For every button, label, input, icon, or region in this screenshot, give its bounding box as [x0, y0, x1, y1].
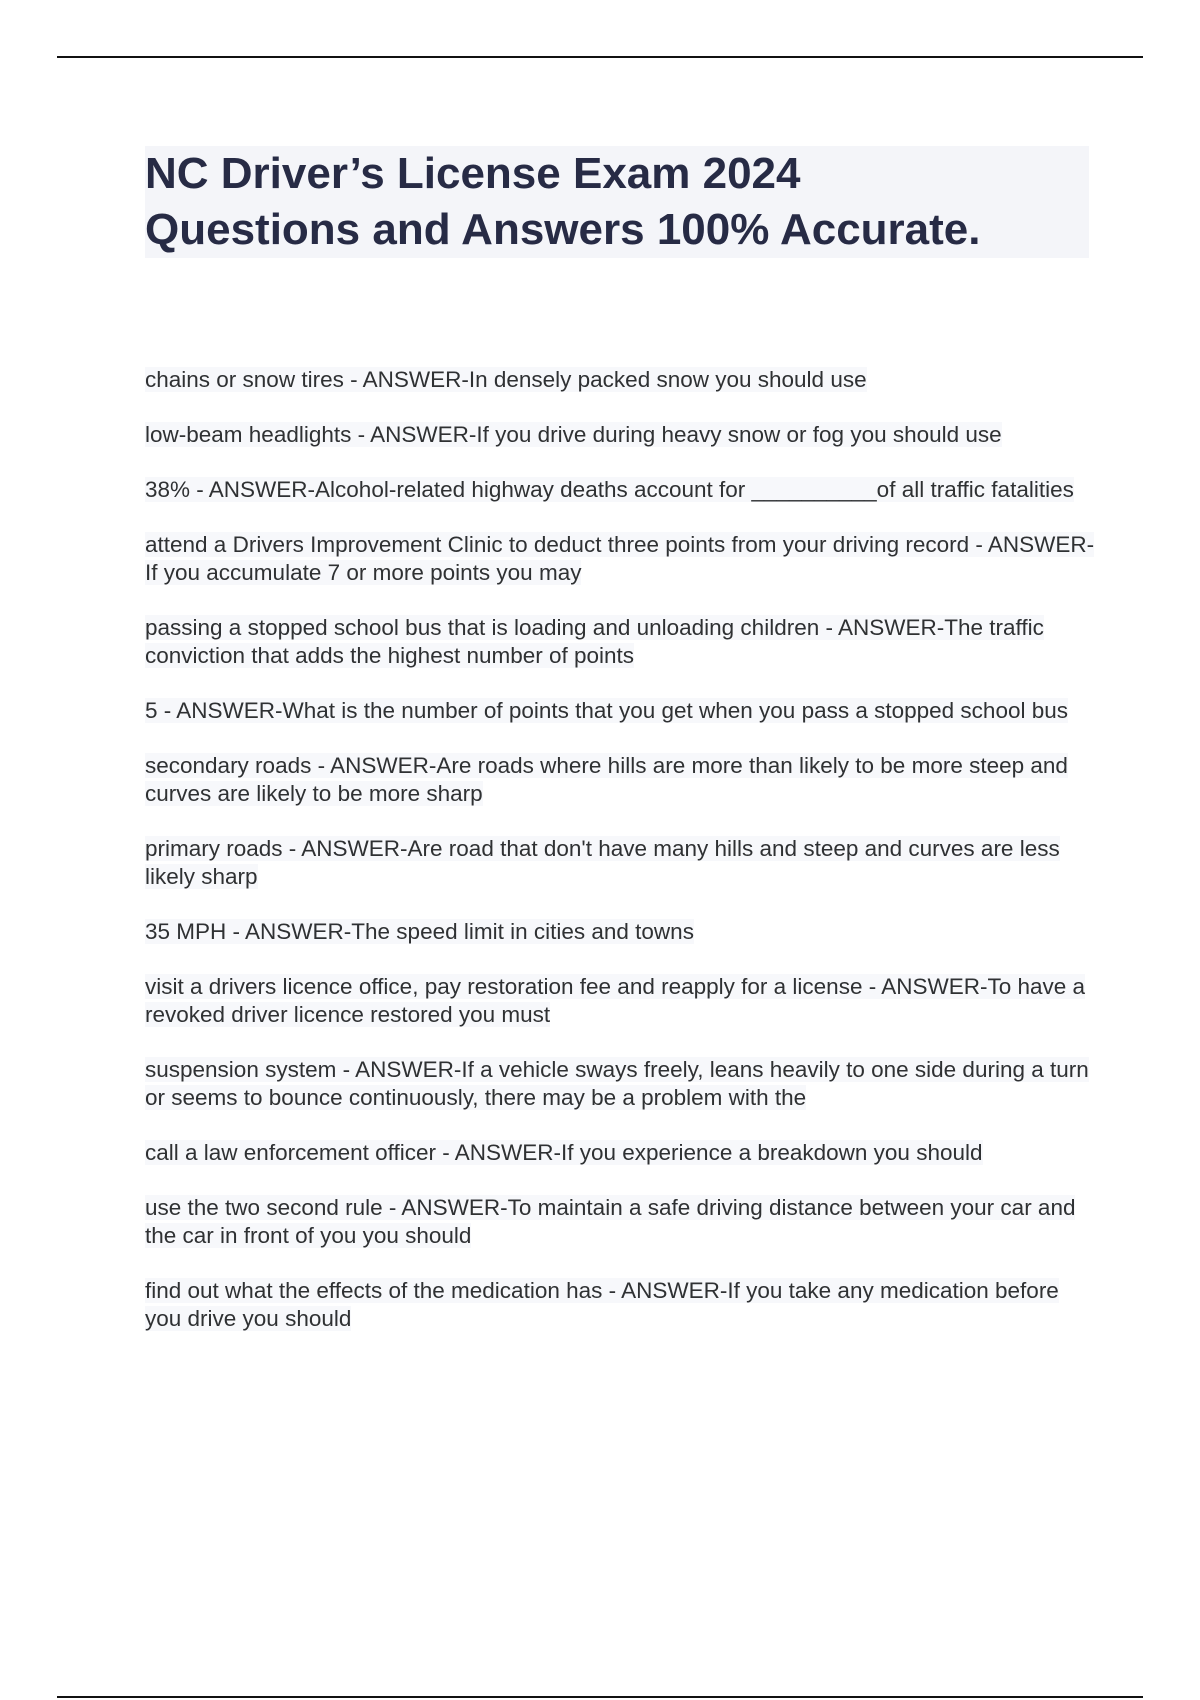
qa-entry: [145, 366, 1095, 394]
qa-entry: [145, 421, 1095, 449]
qa-entry-text: chains or snow tires - ANSWER-In densely packed snow you should use: [145, 367, 867, 392]
qa-entry-text: passing a stopped school bus that is loading and unloading children - ANSWER-The traffic conviction that adds the highest number of points: [145, 615, 1044, 668]
qa-entry: [145, 1277, 1095, 1333]
qa-entry: [145, 835, 1095, 891]
qa-entry-text: attend a Drivers Improvement Clinic to deduct three points from your driving record - ANSWER-If you accumulate 7 or more points you may: [145, 532, 1095, 585]
bottom-divider: [57, 1696, 1143, 1698]
qa-entry: [145, 1056, 1095, 1112]
qa-entry: [145, 1194, 1095, 1250]
title-line-2: Questions and Answers 100% Accurate.: [145, 205, 981, 254]
qa-entry-text: 38% - ANSWER-Alcohol-related highway deaths account for __________of all traffic fatalities: [145, 477, 1074, 502]
qa-entry-text: secondary roads - ANSWER-Are roads where hills are more than likely to be more steep and curves are likely to be more sharp: [145, 753, 1068, 806]
qa-list: [145, 366, 1095, 1360]
qa-entry: [145, 752, 1095, 808]
top-divider: [57, 56, 1143, 58]
qa-entry-text: find out what the effects of the medication has - ANSWER-If you take any medication before you drive you should: [145, 1278, 1059, 1331]
qa-entry: [145, 697, 1095, 725]
qa-entry-text: 35 MPH - ANSWER-The speed limit in cities and towns: [145, 919, 694, 944]
qa-entry: [145, 1139, 1095, 1167]
qa-entry-text: suspension system - ANSWER-If a vehicle sways freely, leans heavily to one side during a turn or seems to bounce continuously, there may be a problem with the: [145, 1057, 1089, 1110]
qa-entry-text: 5 - ANSWER-What is the number of points that you get when you pass a stopped school bus: [145, 698, 1068, 723]
qa-entry: [145, 531, 1095, 587]
qa-entry: [145, 614, 1095, 670]
qa-entry: [145, 918, 1095, 946]
qa-entry: [145, 476, 1095, 504]
title-line-1: NC Driver’s License Exam 2024: [145, 149, 801, 198]
qa-entry-text: use the two second rule - ANSWER-To maintain a safe driving distance between your car and the car in front of you you should: [145, 1195, 1076, 1248]
qa-entry-text: low-beam headlights - ANSWER-If you drive during heavy snow or fog you should use: [145, 422, 1002, 447]
qa-entry-text: call a law enforcement officer - ANSWER-If you experience a breakdown you should: [145, 1140, 983, 1165]
qa-entry-text: primary roads - ANSWER-Are road that don't have many hills and steep and curves are less likely sharp: [145, 836, 1060, 889]
qa-entry-text: visit a drivers licence office, pay restoration fee and reapply for a license - ANSWER-To have a revoked driver licence restored you must: [145, 974, 1086, 1027]
qa-entry: [145, 973, 1095, 1029]
document-title: [145, 146, 1089, 258]
